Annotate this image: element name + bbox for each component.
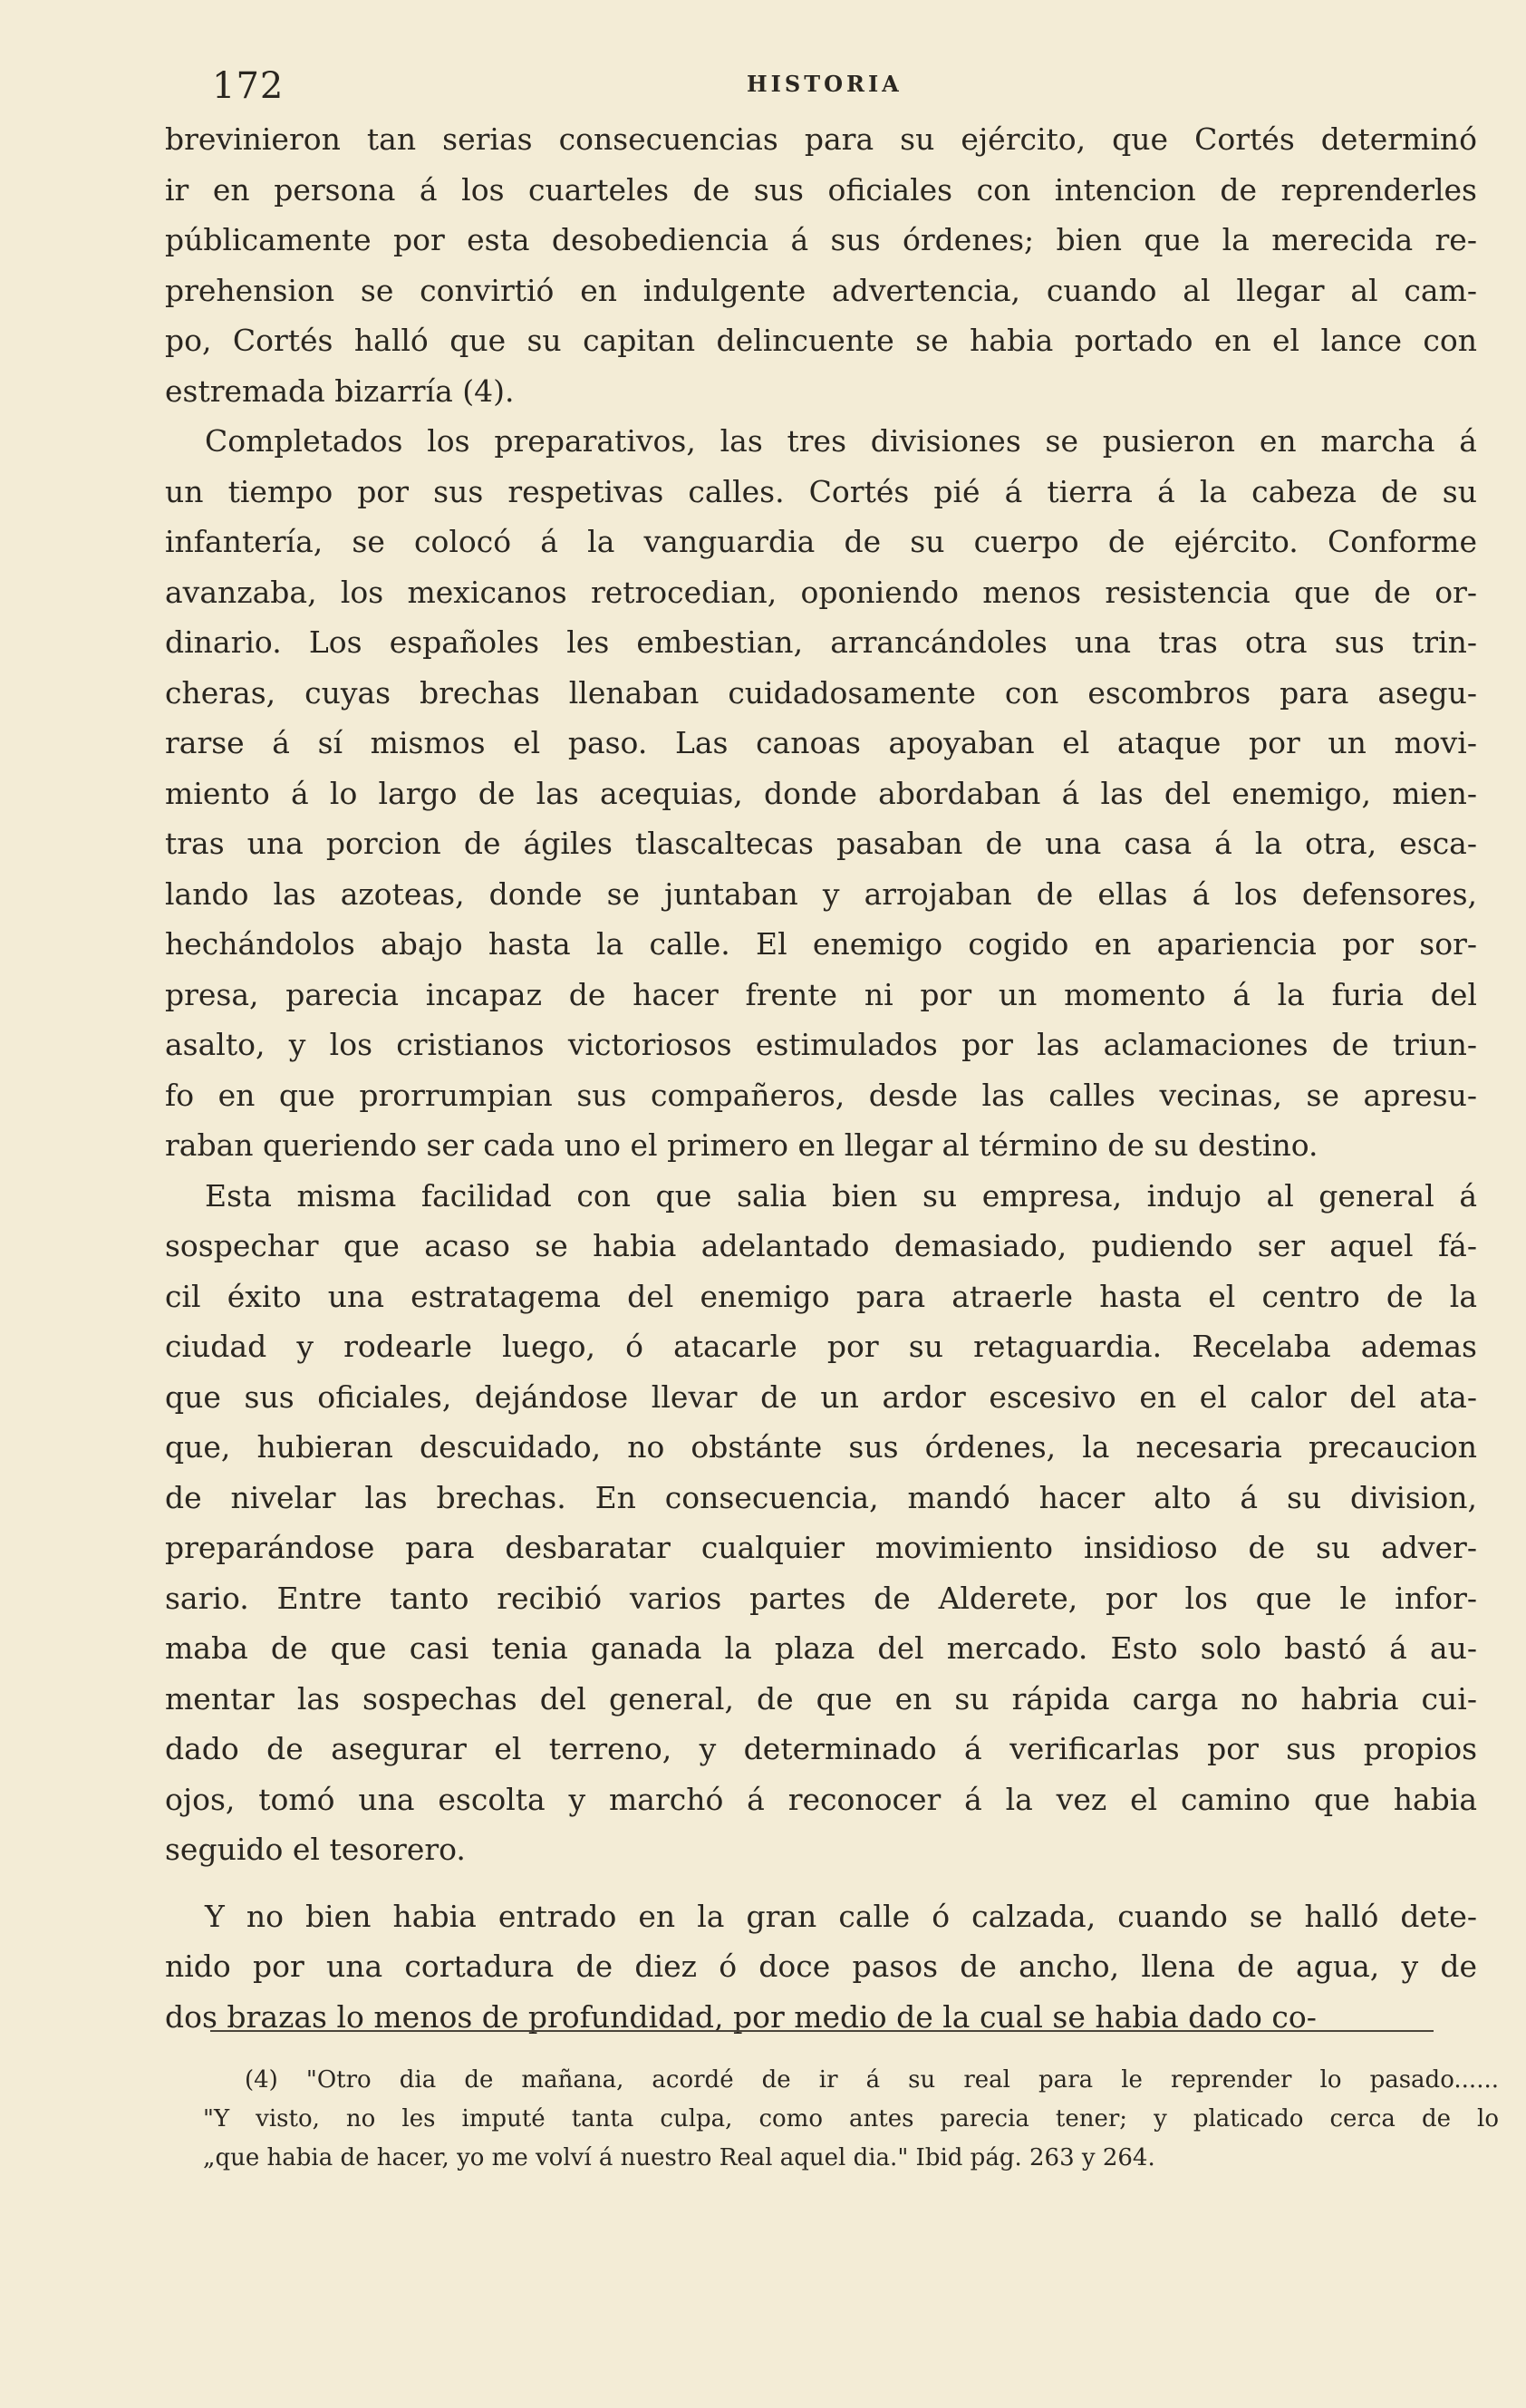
text-line: po, Cortés halló que su capitan delincuente se habia portado en el lance con — [165, 323, 1477, 358]
text-line: hechándolos abajo hasta la calle. El enemigo cogido en apariencia por sor- — [165, 926, 1477, 962]
text-line: dado de asegurar el terreno, y determinado á verificarlas por sus propios — [165, 1731, 1477, 1766]
paragraph — [165, 416, 1477, 1171]
text-line: sospechar que acaso se habia adelantado demasiado, pudiendo ser aquel fá- — [165, 1228, 1477, 1263]
text-line: infantería, se colocó á la vanguardia de su cuerpo de ejército. Conforme — [165, 524, 1477, 559]
text-line: rarse á sí mismos el paso. Las canoas apoyaban el ataque por un movi- — [165, 725, 1477, 760]
text-line: cil éxito una estratagema del enemigo para atraerle hasta el centro de la — [165, 1278, 1477, 1314]
text-line: de nivelar las brechas. En consecuencia, mandó hacer alto á su division, — [165, 1479, 1477, 1515]
text-line: raban queriendo ser cada uno el primero en llegar al término de su destino. — [165, 1127, 1318, 1163]
text-line: Esta misma facilidad con que salia bien su empresa, indujo al general á — [205, 1177, 1477, 1214]
paragraph-gap — [165, 1875, 1477, 1891]
text-line: públicamente por esta desobediencia á sus órdenes; bien que la merecida re- — [165, 222, 1477, 257]
paragraph — [165, 1891, 1477, 2043]
text-line: sario. Entre tanto recibió varios partes de Alderete, por los que le infor- — [165, 1580, 1477, 1616]
text-line: Y no bien habia entrado en la gran calle ó calzada, cuando se halló dete- — [205, 1898, 1477, 1934]
text-line: lando las azoteas, donde se juntaban y arrojaban de ellas á los defensores, — [165, 875, 1477, 912]
text-line: ciudad y rodearle luego, ó atacarle por su retaguardia. Recelaba ademas — [165, 1329, 1477, 1364]
text-line: ir en persona á los cuarteles de sus oficiales con intencion de reprenderles — [165, 171, 1477, 208]
footnote-line: (4) "Otro dia de mañana, acordé de ir á su real para le reprender lo pasado...... — [245, 2066, 1499, 2094]
page-header — [212, 56, 1481, 107]
text-line: prehension se convirtió en indulgente advertencia, cuando al llegar al cam- — [165, 272, 1477, 308]
text-line: que sus oficiales, dejándose llevar de un ardor escesivo en el calor del ata- — [165, 1378, 1477, 1415]
running-title: HISTORIA — [747, 71, 903, 97]
text-line: fo en que prorrumpian sus compañeros, desde las calles vecinas, se apresu- — [165, 1077, 1477, 1113]
text-line: cheras, cuyas brechas llenaban cuidadosamente con escombros para asegu- — [165, 674, 1477, 711]
footnote-line: "Y visto, no les imputé tanta culpa, como antes parecia tener; y platicado cerca de lo — [203, 2105, 1499, 2132]
text-line: tras una porcion de ágiles tlascaltecas pasaban de una casa á la otra, esca- — [165, 826, 1477, 861]
text-line: maba de que casi tenia ganada la plaza del mercado. Esto solo bastó á au- — [165, 1630, 1477, 1666]
paragraph — [165, 1171, 1477, 1875]
footnotes — [203, 2061, 1499, 2178]
text-line: brevinieron tan serias consecuencias para su ejército, que Cortés determinó — [165, 121, 1477, 157]
text-line: mentar las sospechas del general, de que en su rápida carga no habria cui- — [165, 1680, 1477, 1717]
text-line: ojos, tomó una escolta y marchó á reconocer á la vez el camino que habia — [165, 1781, 1477, 1817]
page-number: 172 — [212, 65, 285, 107]
text-line: dinario. Los españoles les embestian, arrancándoles una tras otra sus trin- — [165, 624, 1477, 660]
text-line: nido por una cortadura de diez ó doce pasos de ancho, llena de agua, y de — [165, 1949, 1477, 1984]
paragraph — [165, 114, 1477, 416]
text-line: que, hubieran descuidado, no obstánte sus órdenes, la necesaria precaucion — [165, 1429, 1477, 1465]
footnote-line: „que habia de hacer, yo me volví á nuestro Real aquel dia." Ibid pág. 263 y 264. — [203, 2144, 1155, 2171]
text-line: miento á lo largo de las acequias, donde abordaban á las del enemigo, mien- — [165, 775, 1477, 811]
text-line: un tiempo por sus respetivas calles. Cortés pié á tierra á la cabeza de su — [165, 473, 1477, 509]
text-line: Completados los preparativos, las tres divisiones se pusieron en marcha á — [205, 423, 1477, 459]
text-line: avanzaba, los mexicanos retrocedian, oponiendo menos resistencia que de or- — [165, 574, 1477, 610]
footnote-rule — [210, 2030, 1434, 2032]
text-line: asalto, y los cristianos victoriosos estimulados por las aclamaciones de triun- — [165, 1027, 1477, 1062]
text-line: estremada bizarría (4). — [165, 372, 515, 409]
text-line: preparándose para desbaratar cualquier movimiento insidioso de su adver- — [165, 1530, 1477, 1565]
body-text — [165, 114, 1477, 2042]
text-line: presa, parecia incapaz de hacer frente ni por un momento á la furia del — [165, 976, 1477, 1012]
text-line: seguido el tesorero. — [165, 1832, 466, 1867]
text-line: dos brazas lo menos de profundidad, por medio de la cual se habia dado co- — [165, 1998, 1317, 2035]
